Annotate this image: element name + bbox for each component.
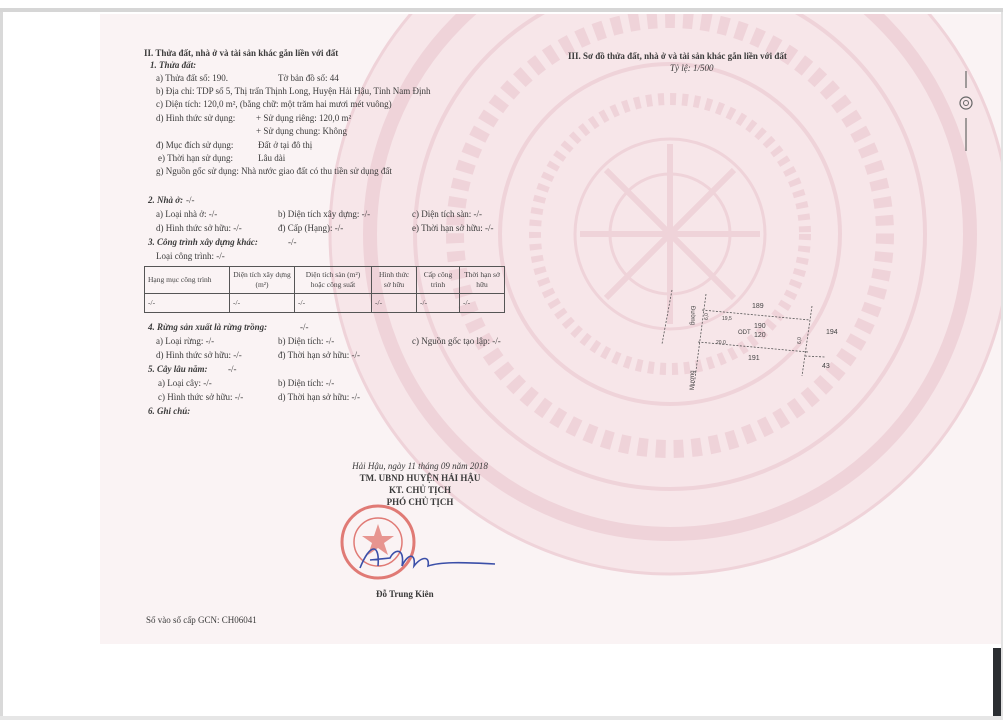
other-works-heading: 3. Công trình xây dựng khác:: [148, 237, 258, 247]
table-header-cell: Diện tích xây dựng (m²): [230, 267, 295, 294]
plot-east-sheet: 43: [822, 363, 830, 370]
table-header-cell: Thời hạn sở hữu: [460, 267, 505, 294]
house-heading-value: -/-: [186, 195, 195, 205]
perennial-term: d) Thời hạn sở hữu: -/-: [278, 392, 360, 402]
corner-stamp-mark: [956, 66, 976, 156]
table-header-cell: Hạng mục công trình: [145, 267, 230, 294]
table-cell: -/-: [372, 294, 417, 313]
forest-origin: c) Nguồn gốc tạo lập: -/-: [412, 336, 501, 346]
perennial-heading-value: -/-: [228, 364, 237, 374]
plot-parcel-number: 190: [754, 323, 766, 330]
notes-heading: 6. Ghi chú:: [148, 406, 191, 416]
plot-scale: Tỷ lệ: 1/500: [670, 63, 714, 73]
forest-heading: 4. Rừng sản xuất là rừng trồng:: [148, 322, 268, 332]
plot-south-parcel: 191: [748, 355, 760, 362]
signature-block: [320, 460, 520, 508]
term-value: Lâu dài: [258, 153, 286, 163]
table-header-row: [145, 267, 505, 294]
plot-side-top: 19,5: [722, 316, 732, 322]
plot-east-parcel: 194: [826, 329, 838, 336]
purpose-value: Đất ở tại đô thị: [258, 140, 313, 150]
plot-land-code: ODT: [738, 330, 751, 336]
table-header-cell: Diện tích sàn (m²) hoặc công suất: [295, 267, 372, 294]
table-header-cell: Cấp công trình: [417, 267, 460, 294]
house-ownership-term: e) Thời hạn sở hữu: -/-: [412, 223, 494, 233]
registry-number: Số vào sổ cấp GCN: CH06041: [146, 615, 257, 625]
forest-term: đ) Thời hạn sở hữu: -/-: [278, 350, 360, 360]
section-ii-title: II. Thửa đất, nhà ở và tài sản khác gắn liền với đất: [144, 48, 339, 58]
signer-name: Đỗ Trung Kiên: [376, 589, 434, 599]
land-heading: 1. Thửa đất:: [150, 60, 197, 70]
perennial-type: a) Loại cây: -/-: [158, 378, 212, 388]
handwritten-signature: [350, 538, 500, 578]
forest-heading-value: -/-: [300, 322, 309, 332]
works-type: Loại công trình: -/-: [156, 251, 225, 261]
table-cell: -/-: [230, 294, 295, 313]
other-works-heading-value: -/-: [288, 237, 297, 247]
parcel-number: a) Thửa đất số: 190.: [156, 73, 228, 83]
plot-canal-label: Mương: [690, 370, 696, 390]
table-header-cell: Hình thức sở hữu: [372, 267, 417, 294]
land-origin: g) Nguồn gốc sử dụng: Nhà nước giao đất có thu tiền sử dụng đất: [156, 166, 392, 176]
issuing-organization: TM. UBND HUYỆN HẢI HẬU: [359, 473, 481, 483]
viewer-bottom-border: [0, 716, 1003, 720]
forest-area: b) Diện tích: -/-: [278, 336, 335, 346]
usage-private: + Sử dụng riêng: 120,0 m²: [256, 113, 352, 123]
land-address: b) Địa chỉ: TDP số 5, Thị trấn Thịnh Long, Huyện Hải Hậu, Tỉnh Nam Định: [156, 86, 431, 96]
house-heading: 2. Nhà ở:: [148, 195, 184, 205]
plot-area: 120: [754, 332, 766, 339]
usage-shared: + Sử dụng chung: Không: [256, 126, 347, 136]
signer-role-1: KT. CHỦ TỊCH: [389, 485, 451, 495]
map-sheet-number: Tờ bản đồ số: 44: [278, 73, 339, 83]
plot-road-label: Đường: [689, 306, 695, 325]
land-area: c) Diện tích: 120,0 m², (bằng chữ: một trăm hai mươi mét vuông): [156, 99, 392, 109]
plot-north-parcel: 189: [752, 303, 764, 310]
term-label: e) Thời hạn sử dụng:: [158, 153, 233, 163]
table-cell: -/-: [460, 294, 505, 313]
place-date: Hải Hậu, ngày 11 tháng 09 năm 2018: [352, 461, 488, 471]
table-cell: -/-: [417, 294, 460, 313]
plot-side-bottom: 20,0: [716, 340, 726, 346]
certificate-page: [100, 14, 1001, 644]
plot-side-east: 6,0: [797, 337, 803, 344]
viewer-scrollbar[interactable]: [993, 648, 1001, 720]
forest-type: a) Loại rừng: -/-: [156, 336, 215, 346]
house-built-area: b) Diện tích xây dựng: -/-: [278, 209, 371, 219]
table-cell: -/-: [295, 294, 372, 313]
other-works-table: [144, 266, 505, 313]
perennial-ownership: c) Hình thức sở hữu: -/-: [158, 392, 244, 402]
table-row: [145, 294, 505, 313]
viewer-top-bar: [0, 0, 1003, 6]
house-floor-area: c) Diện tích sàn: -/-: [412, 209, 482, 219]
table-cell: -/-: [145, 294, 230, 313]
perennial-area: b) Diện tích: -/-: [278, 378, 335, 388]
forest-ownership: d) Hình thức sở hữu: -/-: [156, 350, 242, 360]
purpose-label: đ) Mục đích sử dụng:: [156, 140, 234, 150]
house-type: a) Loại nhà ở: -/-: [156, 209, 218, 219]
house-grade: đ) Cấp (Hạng): -/-: [278, 223, 344, 233]
usage-form-label: d) Hình thức sử dụng:: [156, 113, 236, 123]
section-iii-title: III. Sơ đồ thửa đất, nhà ở và tài sản khác gắn liền với đất: [568, 51, 787, 61]
house-ownership: d) Hình thức sở hữu: -/-: [156, 223, 242, 233]
land-plot-diagram: [660, 286, 860, 406]
signer-role-2: PHÓ CHỦ TỊCH: [386, 497, 454, 507]
viewer-top-border: [0, 8, 1003, 12]
viewer-left-border: [0, 12, 3, 720]
perennial-heading: 5. Cây lâu năm:: [148, 364, 208, 374]
plot-side-west: 6,0: [704, 313, 710, 320]
